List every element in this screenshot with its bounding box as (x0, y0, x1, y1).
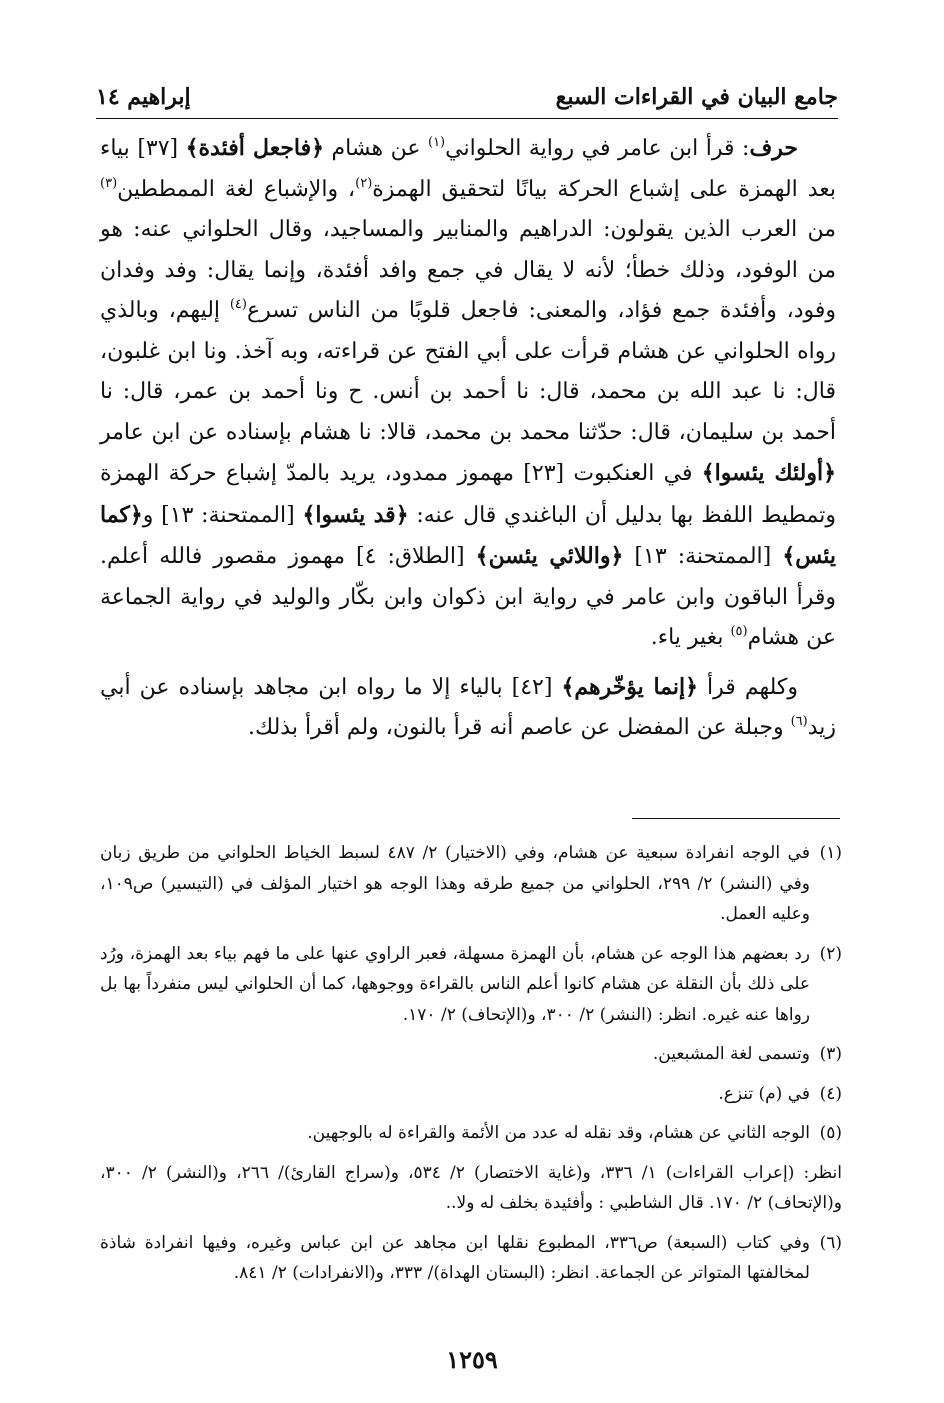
footnote-text: في الوجه انفرادة سبعية عن هشام، وفي (الاختيار) ٢/ ٤٨٧ لسبط الخياط الحلواني من طريق زبان وفي (النشر) ٢/ ٢٩٩، الحلواني من جميع طرقه وهذا الوجه هو اختيار المؤلف في (التيسير) ص١٠٩، وعليه العمل. (100, 843, 810, 924)
footnote-number: (٢) (819, 943, 842, 964)
text-run: [الممتحنة: ١٣] (623, 544, 783, 569)
footnote-2 (100, 939, 842, 1031)
footnote-ref-5[interactable]: (٥) (730, 624, 748, 639)
footnote-ref-6[interactable]: (٦) (790, 714, 808, 729)
quran-quote: ﴿فاجعل أفئدة﴾ (185, 135, 325, 161)
text-run: وكلهم قرأ (698, 674, 798, 700)
text-run: بغير ياء. (650, 625, 731, 650)
book-title: جامع البيان في القراءات السبع (555, 84, 838, 110)
footnote-number: (٤) (819, 1083, 842, 1104)
quran-quote: ﴿كما يئس﴾ (100, 501, 837, 569)
text-run: من العرب الذين يقولون: الدراهيم والمنابير والمساجيد، وقال الحلواني عنه: هو من الوفود، وذلك خطأ؛ لأنه لا يقال في جمع وافد أفئدة، وإنما يقال: وفد وفدان وفود، وأفئدة جمع فؤاد، والمعنى: فاجعل قلوبًا من الناس تسرع (100, 217, 837, 323)
footnotes (100, 838, 842, 1298)
text-run: [الطلاق: ٤] مهموز مقصور فالله أعلم. وقرأ الباقون وابن عامر في رواية ابن ذكوان وابن بكّار والوليد في رواية الجماعة عن هشام (100, 544, 836, 650)
running-header (96, 80, 838, 114)
text-run: في العنكبوت [٢٣] مهموز ممدود، يريد بالمدّ إشباع حركة الهمزة وتمطيط اللفظ بها بدليل أن الباغندي قال عنه: (100, 461, 836, 528)
text-run: [الممتحنة: ١٣] و (142, 502, 303, 528)
main-text (100, 128, 836, 749)
chapter-label: إبراهيم ١٤ (96, 84, 191, 110)
footnote-number: (١) (819, 843, 842, 863)
footnote-ref-1[interactable]: (١) (427, 135, 446, 150)
footnote-text: انظر: (إعراب القراءات) ١/ ٣٣٦، و(غاية الاختصار) ٢/ ٥٣٤، و(سراج القارئ)/ ٢٦٦، و(النشر) ٢/ ٣٠٠، و(الإتحاف) ٢/ ١٧٠. قال الشاطبي : وأفئيدة بخلف له ولا.. (100, 1162, 842, 1213)
text-run: : قرأ ابن عامر في رواية الحلواني (445, 136, 750, 161)
footnote-3 (100, 1039, 842, 1070)
page-number: ١٢٥٩ (446, 1345, 498, 1374)
footnote-5-continuation (100, 1158, 842, 1219)
paragraph-2 (100, 667, 836, 749)
quran-quote: ﴿إنما يؤخّرهم﴾ (561, 673, 699, 700)
header-divider (96, 118, 838, 119)
quran-quote: ﴿قد يئسوا﴾ (302, 501, 409, 528)
footnote-1 (100, 838, 842, 930)
footnote-number: (٣) (819, 1044, 842, 1064)
footnote-5 (100, 1118, 842, 1149)
footnote-text: الوجه الثاني عن هشام، وقد نقله له عدد من الأئمة والقراءة له بالوجهين. (307, 1123, 810, 1143)
text-run: إليهم، وبالذي رواه الحلواني عن هشام قرأت على أبي الفتح عن قراءته، وبه آخذ. ونا ابن غلبون، قال: نا عبد الله بن محمد، قال: نا أحمد بن أنس. ح ونا أحمد بن عمر، قال: نا أحمد بن سليمان، قال: حدّثنا محمد بن محمد، قالا: نا هشام بإسناده عن ابن عامر (100, 298, 836, 445)
quran-quote: ﴿واللائي يئسن﴾ (475, 543, 624, 569)
footnote-text: وفي كتاب (السبعة) ص٣٣٦، المطبوع نقلها ابن مجاهد عن ابن عباس وغيره، وفيها انفرادة شاذة لمخالفتها المتواتر عن الجماعة. انظر: (البستان الهداة)/ ٣٣٣، و(الانفرادات) ٢/ ٨٤١. (100, 1232, 810, 1283)
paragraph-1 (100, 128, 836, 659)
footnote-text: وتسمى لغة المشبعين. (652, 1044, 810, 1064)
footnote-ref-3[interactable]: (٣) (100, 175, 118, 191)
footnote-number: (٦) (819, 1232, 842, 1253)
text-run: [٣٧] بياء بعد الهمزة على إشباع الحركة بيانًا لتحقيق الهمزة (100, 136, 836, 202)
footnote-ref-2[interactable]: (٢) (355, 175, 373, 191)
footnote-number: (٥) (819, 1123, 842, 1143)
footnote-6 (100, 1228, 842, 1289)
text-run: وجبلة عن المفضل عن عاصم أنه قرأ بالنون، ولم أقرأ بذلك. (248, 715, 791, 740)
footnote-text: رد بعضهم هذا الوجه عن هشام، بأن الهمزة مسهلة، فعبر الراوي عنها على ما فهم بياء بعد الهمزة، ورُد على ذلك بأن النقلة عن هشام كانوا أعلم الناس بالقراءة ووجوهها، كما أن الحلواني ليس منفرداً بها بل رواها عنه غيره. انظر: (النشر) ٢/ ٣٠٠، و(الإتحاف) ٢/ ١٧٠. (100, 943, 810, 1025)
footnote-text: في (م) تنزع. (718, 1083, 810, 1104)
quran-quote: ﴿أولئك يئسوا﴾ (701, 460, 836, 486)
text-run: ، والإشباع لغة الممططين (117, 176, 356, 202)
footnote-divider (632, 818, 840, 819)
footnote-4 (100, 1079, 842, 1110)
section-keyword: حرف (749, 135, 798, 161)
footnote-ref-4[interactable]: (٤) (229, 297, 247, 312)
text-run: [٤٢] بالياء إلا ما رواه ابن مجاهد بإسناده عن أبي زيد (100, 674, 836, 740)
text-run: عن هشام (324, 136, 428, 161)
